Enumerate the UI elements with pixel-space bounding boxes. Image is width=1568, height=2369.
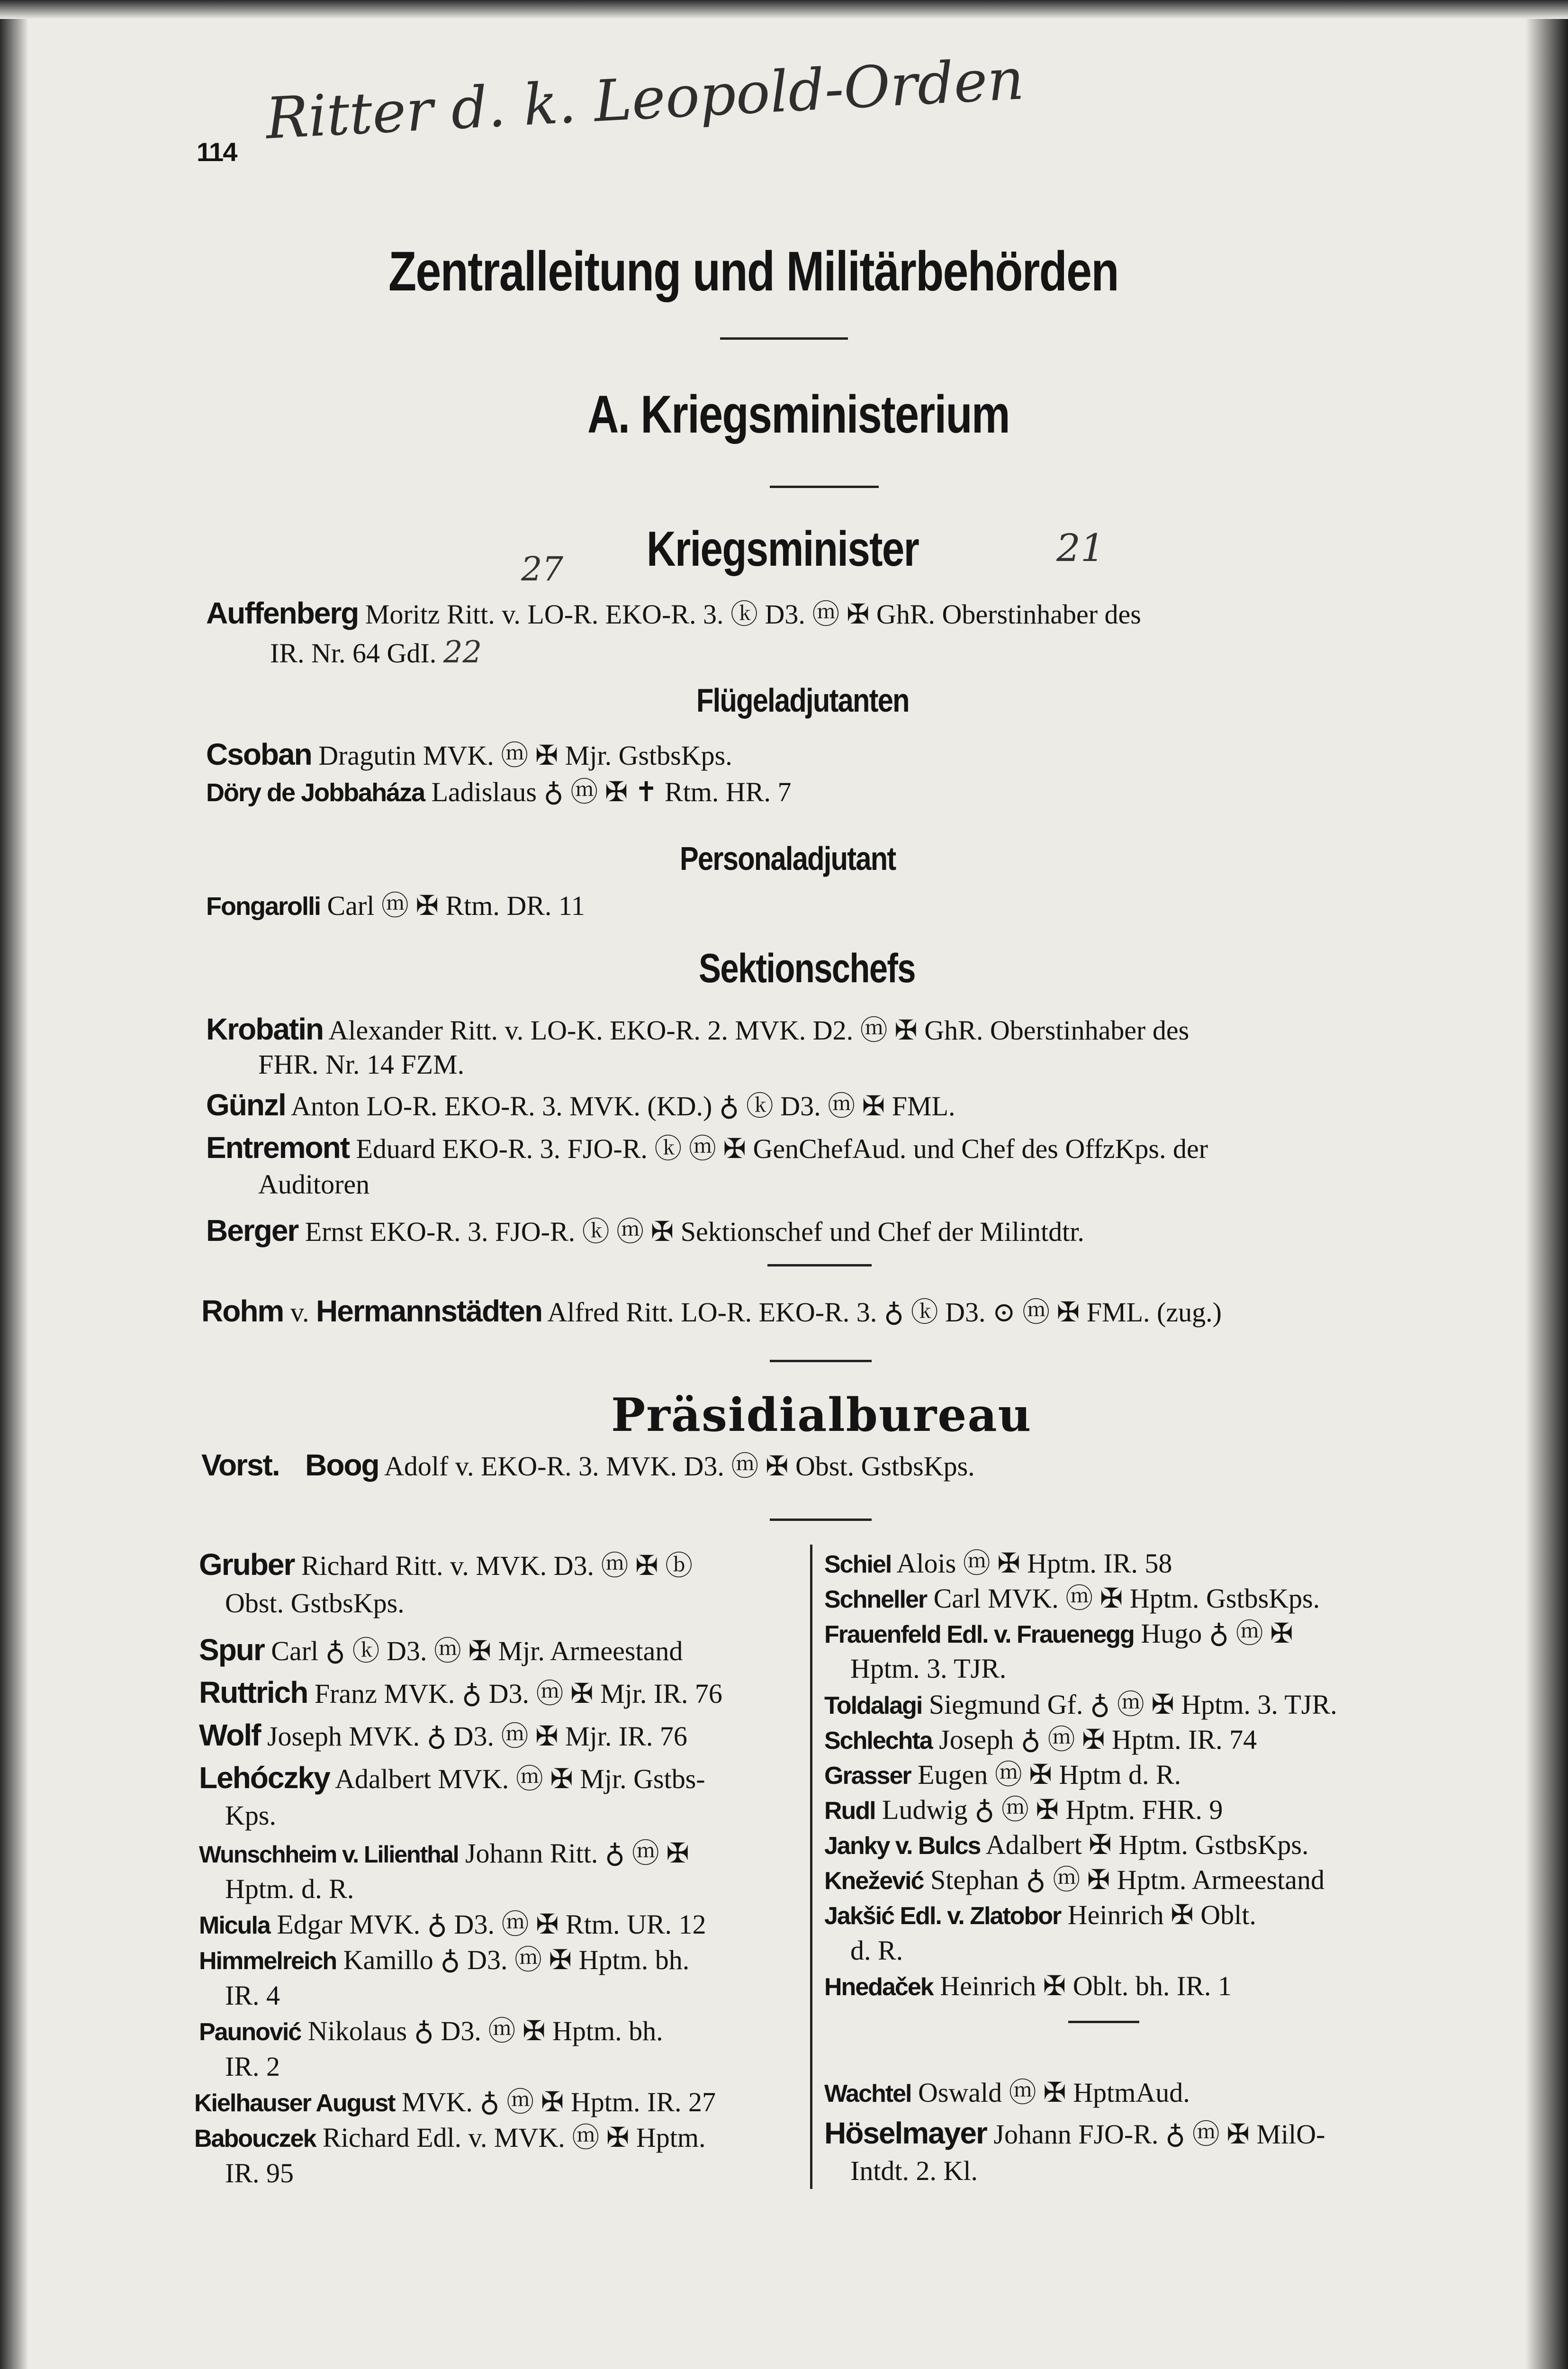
entry-text: Stephan ♁ ⓜ ✠ Hptm. Armeestand <box>930 1864 1325 1895</box>
list-item <box>201 1296 1222 1328</box>
list-item <box>824 1690 1337 1721</box>
entry-text: Carl ♁ ⓚ D3. ⓜ ✠ Mjr. Armeestand <box>271 1636 683 1666</box>
person-name: Rohm <box>201 1294 284 1328</box>
person-name: Toldalagi <box>824 1692 922 1719</box>
personaladjutant-heading: Personaladjutant <box>680 840 896 877</box>
list-item <box>199 1945 689 1976</box>
list-item <box>824 1971 1232 2002</box>
person-name: Lehóczky <box>199 1761 330 1795</box>
list-item <box>824 1583 1320 1615</box>
entry-text: Nikolaus ♁ D3. ⓜ ✠ Hptm. bh. <box>307 2016 663 2046</box>
entry-text: Eugen ⓜ ✠ Hptm d. R. <box>918 1759 1181 1790</box>
entry-text: Richard Edl. v. MVK. ⓜ ✠ Hptm. <box>323 2122 706 2153</box>
entry-text: IR. 95 <box>225 2158 294 2188</box>
person-name: Hnedaček <box>824 1973 933 2001</box>
list-item <box>201 1450 975 1482</box>
list-item <box>194 2123 705 2154</box>
entry-text: MVK. ♁ ⓜ ✠ Hptm. IR. 27 <box>402 2087 716 2117</box>
divider <box>770 1360 872 1362</box>
praesidialbureau-heading: Präsidialbureau <box>611 1388 1032 1442</box>
entry-text: Anton LO-R. EKO-R. 3. MVK. (KD.) ♁ ⓚ D3. ⓜ ✠ FML. <box>291 1091 955 1121</box>
list-item <box>824 2078 1190 2109</box>
entry-text: Adalbert ✠ Hptm. GstbsKps. <box>985 1829 1309 1860</box>
entry-text: Ernst EKO-R. 3. FJO-R. ⓚ ⓜ ✠ Sektionschef und Chef der Milintdtr. <box>305 1216 1084 1247</box>
vorst-label: Vorst. <box>201 1448 279 1482</box>
entry-text: IR. 2 <box>225 2051 280 2082</box>
entry-text: Oswald ⓜ ✠ HptmAud. <box>918 2077 1190 2108</box>
person-name: Entremont <box>206 1130 349 1165</box>
column-divider <box>810 1545 812 2189</box>
entry-text: Hptm. d. R. <box>225 1873 354 1904</box>
person-name: Berger <box>206 1213 298 1248</box>
entry-text: Alfred Ritt. LO-R. EKO-R. 3. ♁ ⓚ D3. ⊙ ⓜ ✠ FML. (zug.) <box>547 1297 1222 1328</box>
entry-text: IR. Nr. 64 GdI. <box>270 638 437 669</box>
page-shadow-left <box>0 0 28 2369</box>
entry-text: Hptm. 3. TJR. <box>850 1653 1007 1684</box>
entry-text: Kamillo ♁ D3. ⓜ ✠ Hptm. bh. <box>343 1944 690 1975</box>
person-name: Auffenberg <box>206 596 359 630</box>
person-name: Jakšić Edl. v. Zlatobor <box>824 1902 1061 1930</box>
entry-text: Intdt. 2. Kl. <box>850 2155 978 2186</box>
list-item <box>824 1619 1293 1650</box>
list-item <box>199 2016 663 2047</box>
entry-text: Ladislaus ♁ ⓜ ✠ ✝ Rtm. HR. 7 <box>431 777 792 807</box>
handwritten-number: 22 <box>443 635 482 670</box>
list-item <box>824 1795 1223 1826</box>
person-name: Höselmayer <box>824 2116 987 2150</box>
person-name: Kielhauser August <box>194 2089 395 2117</box>
person-name: Babouczek <box>194 2125 316 2152</box>
page-shadow-top <box>0 0 1568 19</box>
kriegsminister-heading: Kriegsminister <box>647 522 919 577</box>
handwritten-annotation: Ritter d. k. Leopold-Orden <box>264 46 1026 152</box>
list-item <box>199 1549 693 1581</box>
entry-text: Alexander Ritt. v. LO-K. EKO-R. 2. MVK. D2. ⓜ ✠ GhR. Oberstinhaber des <box>328 1015 1190 1046</box>
entry-text: Obst. GstbsKps. <box>225 1588 405 1619</box>
person-name: Paunović <box>199 2018 301 2046</box>
entry-text: Johann FJO-R. ♁ ⓜ ✠ MilO- <box>993 2119 1325 2150</box>
person-name: Ruttrich <box>199 1675 308 1709</box>
fluegeladjutanten-heading: Flügeladjutanten <box>696 682 909 719</box>
person-name: Grasser <box>824 1762 911 1790</box>
person-name: Döry de Jobbaháza <box>206 778 425 807</box>
entry-text: Carl ⓜ ✠ Rtm. DR. 11 <box>327 890 585 921</box>
entry-text: Hugo ♁ ⓜ ✠ <box>1141 1618 1293 1649</box>
entry-text: Dragutin MVK. ⓜ ✠ Mjr. GstbsKps. <box>318 740 732 771</box>
person-name: Fongarolli <box>206 892 320 921</box>
list-item <box>824 1865 1325 1896</box>
person-name: Wolf <box>199 1718 261 1752</box>
list-item <box>206 1215 1084 1247</box>
entry-text: Heinrich ✠ Oblt. bh. IR. 1 <box>940 1971 1232 2001</box>
person-name: Frauenfeld Edl. v. Frauenegg <box>824 1621 1134 1648</box>
entry-text: Carl MVK. ⓜ ✠ Hptm. GstbsKps. <box>933 1583 1320 1614</box>
entry-text: FHR. Nr. 14 FZM. <box>258 1049 465 1080</box>
entry-text: IR. 4 <box>225 1980 280 2011</box>
person-name: Boog <box>305 1448 379 1482</box>
person-name: Schiel <box>824 1551 892 1578</box>
handwritten-number: 21 <box>1056 526 1105 570</box>
entry-text: Adolf v. EKO-R. 3. MVK. D3. ⓜ ✠ Obst. GstbsKps. <box>384 1451 975 1482</box>
entry-text: Johann Ritt. ♁ ⓜ ✠ <box>465 1838 689 1869</box>
divider <box>770 486 879 488</box>
list-item <box>824 1900 1256 1931</box>
person-name: Krobatin <box>206 1012 324 1046</box>
list-item <box>199 1838 689 1870</box>
list-item <box>199 1677 722 1709</box>
list-item <box>206 1014 1189 1046</box>
list-item <box>206 891 585 922</box>
divider <box>770 1519 872 1521</box>
entry-text: v. <box>290 1297 309 1328</box>
list-item <box>194 2087 716 2118</box>
person-name: Schlechta <box>824 1727 932 1754</box>
list-item <box>199 1909 706 1941</box>
list-item <box>206 1132 1208 1164</box>
person-name: Gruber <box>199 1547 295 1582</box>
person-name: Günzl <box>206 1088 286 1122</box>
entry-text: Heinrich ✠ Oblt. <box>1067 1899 1256 1930</box>
entry-text: Joseph MVK. ♁ D3. ⓜ ✠ Mjr. IR. 76 <box>267 1721 687 1752</box>
person-name: Csoban <box>206 737 312 771</box>
person-name: Wachtel <box>824 2080 911 2107</box>
divider <box>720 337 848 340</box>
list-item <box>199 1635 683 1666</box>
list-item <box>824 1725 1257 1756</box>
person-name: Rudl <box>824 1797 875 1825</box>
entry-text: Adalbert MVK. ⓜ ✠ Mjr. Gstbs- <box>334 1763 705 1794</box>
entry-text: Alois ⓜ ✠ Hptm. IR. 58 <box>896 1548 1172 1579</box>
list-item <box>199 1763 705 1794</box>
person-name: Schneller <box>824 1586 927 1613</box>
entry-text: Richard Ritt. v. MVK. D3. ⓜ ✠ ⓑ <box>301 1550 693 1581</box>
divider <box>767 1264 872 1266</box>
entry-text: Siegmund Gf. ♁ ⓜ ✠ Hptm. 3. TJR. <box>928 1689 1337 1720</box>
person-name: Micula <box>199 1912 270 1939</box>
list-item <box>199 1720 687 1752</box>
entry-text: Kps. <box>225 1800 276 1831</box>
entry-text: Auditoren <box>258 1169 370 1200</box>
person-name: Janky v. Bulcs <box>824 1832 981 1860</box>
entry-text: Edgar MVK. ♁ D3. ⓜ ✠ Rtm. UR. 12 <box>277 1909 706 1940</box>
list-item <box>824 1760 1181 1791</box>
handwritten-number: 27 <box>521 550 564 588</box>
list-item <box>206 739 732 771</box>
page-number: 114 <box>197 137 237 167</box>
list-item <box>206 1090 955 1121</box>
main-title: Zentralleitung und Militärbehörden <box>388 240 1118 303</box>
list-item <box>206 777 792 808</box>
person-name: Hermannstädten <box>316 1294 542 1328</box>
section-a-title: A. Kriegsministerium <box>587 385 1009 444</box>
list-item <box>824 1830 1309 1861</box>
divider <box>1068 2021 1139 2023</box>
person-name: Wunschheim v. Lilienthal <box>199 1841 459 1868</box>
list-item <box>824 2118 1325 2150</box>
entry-text: Moritz Ritt. v. LO-R. EKO-R. 3. ⓚ D3. ⓜ ✠ GhR. Oberstinhaber des <box>365 599 1141 630</box>
person-name: Spur <box>199 1633 264 1667</box>
entry-text: Joseph ♁ ⓜ ✠ Hptm. IR. 74 <box>939 1724 1257 1755</box>
entry-text: Ludwig ♁ ⓜ ✠ Hptm. FHR. 9 <box>882 1794 1223 1825</box>
entry-text: Franz MVK. ♁ D3. ⓜ ✠ Mjr. IR. 76 <box>314 1678 722 1709</box>
list-item <box>824 1548 1172 1580</box>
person-name: Knežević <box>824 1867 924 1895</box>
page-shadow-right <box>1525 0 1568 2369</box>
entry-text: Eduard EKO-R. 3. FJO-R. ⓚ ⓜ ✠ GenChefAud. und Chef des OffzKps. der <box>356 1133 1208 1164</box>
sektionschefs-heading: Sektionschefs <box>699 946 915 991</box>
person-name: Himmelreich <box>199 1947 337 1975</box>
entry-text: d. R. <box>850 1935 903 1966</box>
